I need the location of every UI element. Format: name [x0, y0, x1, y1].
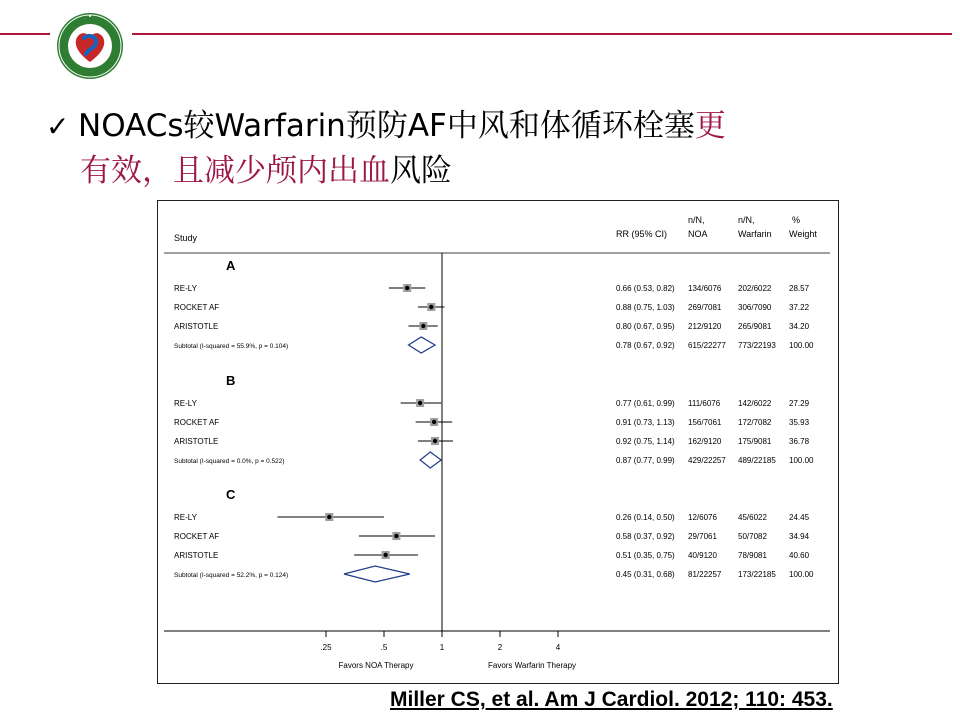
rr-value: 0.77 (0.61, 0.99): [616, 399, 675, 408]
study-name: ROCKET AF: [174, 418, 220, 427]
study-name: ROCKET AF: [174, 532, 220, 541]
column-header-noa-top: n/N,: [688, 215, 705, 225]
study-weight: 34.94: [789, 532, 810, 541]
headline-text-part2: 风险: [390, 153, 452, 189]
noa-events: 269/7081: [688, 303, 722, 312]
headline-text-part1: NOACs较Warfarin预防AF中风和体循环栓塞: [78, 108, 695, 144]
institute-seal-logo: [56, 12, 124, 80]
subtotal-label: Subtotal (I-squared = 0.0%, p = 0.522): [174, 458, 285, 465]
subtotal-weight: 100.00: [789, 570, 814, 579]
column-header-noa: NOA: [688, 229, 708, 239]
point-estimate: [394, 534, 398, 538]
subtotal-diamond: [344, 566, 410, 582]
study-name: ARISTOTLE: [174, 322, 219, 331]
subtotal-noa-events: 429/22257: [688, 456, 726, 465]
group-label-b: B: [226, 373, 236, 388]
x-label-right: Favors Warfarin Therapy: [487, 661, 577, 670]
study-name: RE-LY: [174, 513, 197, 522]
headline: [46, 104, 926, 193]
warfarin-events: 172/7082: [738, 418, 772, 427]
subtotal-diamond: [420, 452, 441, 468]
x-tick-label: 4: [555, 643, 561, 652]
citation: Miller CS, et al. Am J Cardiol. 2012; 110: 453.: [390, 688, 833, 711]
warfarin-events: 265/9081: [738, 322, 772, 331]
rr-value: 0.80 (0.67, 0.95): [616, 322, 675, 331]
warfarin-events: 45/6022: [738, 513, 767, 522]
group-label-a: A: [226, 258, 236, 273]
point-estimate: [327, 515, 331, 519]
noa-events: 134/6076: [688, 284, 722, 293]
x-tick-label: 2: [497, 643, 503, 652]
point-estimate: [383, 553, 387, 557]
point-estimate: [405, 286, 409, 290]
study-weight: 34.20: [789, 322, 810, 331]
column-header-rr: RR (95% CI): [616, 229, 668, 239]
rr-value: 0.26 (0.14, 0.50): [616, 513, 675, 522]
forest-plot-svg: [158, 201, 838, 683]
warfarin-events: 202/6022: [738, 284, 772, 293]
x-tick-label: .25: [320, 643, 332, 652]
study-weight: 36.78: [789, 437, 810, 446]
subtotal-rr-value: 0.45 (0.31, 0.68): [616, 570, 675, 579]
study-weight: 27.29: [789, 399, 810, 408]
noa-events: 156/7061: [688, 418, 722, 427]
warfarin-events: 306/7090: [738, 303, 772, 312]
study-name: RE-LY: [174, 399, 197, 408]
headline-line1: [46, 104, 926, 149]
point-estimate: [418, 401, 422, 405]
study-name: ARISTOTLE: [174, 437, 219, 446]
noa-events: 212/9120: [688, 322, 722, 331]
group-label-c: C: [226, 487, 236, 502]
study-name: ROCKET AF: [174, 303, 220, 312]
rr-value: 0.88 (0.75, 1.03): [616, 303, 675, 312]
column-header-warfarin: Warfarin: [738, 229, 772, 239]
x-label-left: Favors NOA Therapy: [338, 661, 414, 670]
subtotal-warfarin-events: 773/22193: [738, 341, 776, 350]
x-tick-label: .5: [380, 643, 388, 652]
column-header-study: Study: [174, 233, 198, 243]
column-header-warfarin-top: n/N,: [738, 215, 755, 225]
subtotal-weight: 100.00: [789, 341, 814, 350]
column-header-weight: Weight: [789, 229, 817, 239]
study-weight: 28.57: [789, 284, 810, 293]
checkmark-icon: ✓: [46, 110, 70, 143]
subtotal-warfarin-events: 173/22185: [738, 570, 776, 579]
study-weight: 37.22: [789, 303, 810, 312]
warfarin-events: 142/6022: [738, 399, 772, 408]
subtotal-label: Subtotal (I-squared = 55.9%, p = 0.104): [174, 343, 289, 350]
subtotal-warfarin-events: 489/22185: [738, 456, 776, 465]
forest-plot: [157, 200, 839, 684]
rr-value: 0.92 (0.75, 1.14): [616, 437, 675, 446]
rr-value: 0.66 (0.53, 0.82): [616, 284, 675, 293]
study-weight: 24.45: [789, 513, 810, 522]
noa-events: 12/6076: [688, 513, 717, 522]
headline-text-red1: 更: [694, 108, 726, 144]
point-estimate: [421, 324, 425, 328]
column-header-weight-top: %: [792, 215, 801, 225]
noa-events: 111/6076: [688, 399, 721, 408]
noa-events: 29/7061: [688, 532, 717, 541]
x-tick-label: 1: [439, 643, 445, 652]
header-rule-right: [132, 33, 952, 35]
subtotal-diamond: [408, 337, 435, 353]
noa-events: 162/9120: [688, 437, 722, 446]
subtotal-rr-value: 0.78 (0.67, 0.92): [616, 341, 675, 350]
point-estimate: [429, 305, 433, 309]
rr-value: 0.58 (0.37, 0.92): [616, 532, 675, 541]
header-rule-left: [0, 33, 50, 35]
subtotal-rr-value: 0.87 (0.77, 0.99): [616, 456, 675, 465]
rr-value: 0.51 (0.35, 0.75): [616, 551, 675, 560]
subtotal-weight: 100.00: [789, 456, 814, 465]
point-estimate: [432, 420, 436, 424]
warfarin-events: 175/9081: [738, 437, 772, 446]
headline-text-red2: 有效，且减少颅内出血: [80, 153, 390, 189]
headline-line2: [46, 149, 926, 193]
noa-events: 40/9120: [688, 551, 717, 560]
point-estimate: [433, 439, 437, 443]
rr-value: 0.91 (0.73, 1.13): [616, 418, 675, 427]
subtotal-noa-events: 81/22257: [688, 570, 722, 579]
warfarin-events: 50/7082: [738, 532, 767, 541]
subtotal-noa-events: 615/22277: [688, 341, 726, 350]
study-name: ARISTOTLE: [174, 551, 219, 560]
subtotal-label: Subtotal (I-squared = 52.2%, p = 0.124): [174, 572, 289, 579]
warfarin-events: 78/9081: [738, 551, 767, 560]
study-name: RE-LY: [174, 284, 197, 293]
study-weight: 35.93: [789, 418, 810, 427]
study-weight: 40.60: [789, 551, 810, 560]
